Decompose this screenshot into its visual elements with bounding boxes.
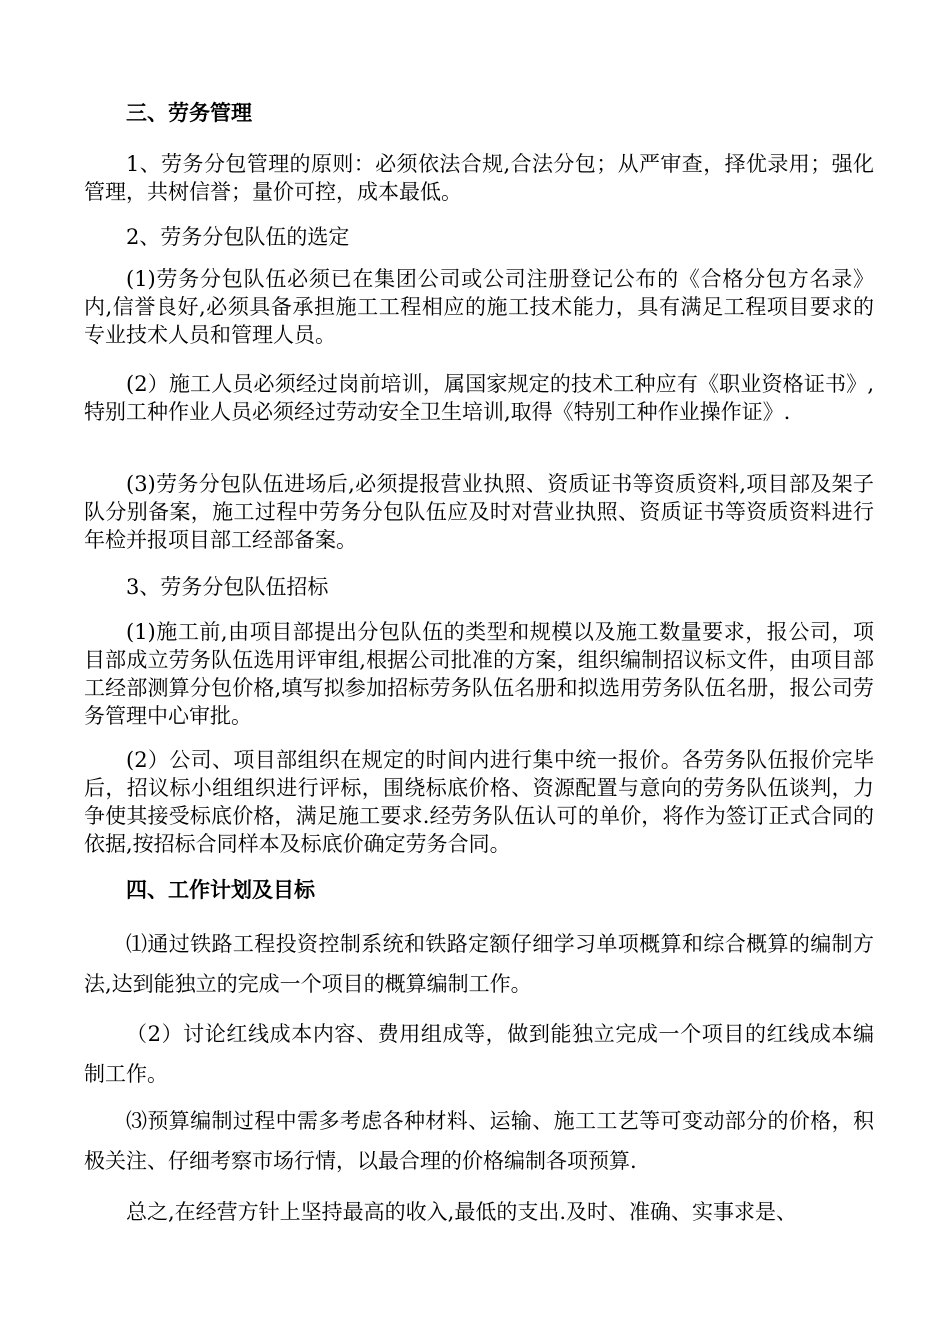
section-3-principles-paragraph: 1、劳务分包管理的原则：必须依法合规,合法分包；从严审查，择优录用；强化管理，共树信誉；量价可控，成本最低。 [84,152,874,204]
work-plan-item-1: ⑴通过铁路工程投资控制系统和铁路定额仔细学习单项概算和综合概算的编制方法,达到能独立的完成一个项目的概算编制工作。 [84,932,874,996]
summary-paragraph: 总之,在经营方针上坚持最高的收入,最低的支出.及时、准确、实事求是、 [126,1200,798,1224]
work-plan-item-3: ⑶预算编制过程中需多考虑各种材料、运输、施工工艺等可变动部分的价格，积极关注、仔细考察市场行情，以最合理的价格编制各项预算. [84,1109,874,1173]
team-bidding-item-2: (2）公司、项目部组织在规定的时间内进行集中统一报价。各劳务队伍报价完毕后，招议标小组组织进行评标，围绕标底价格、资源配置与意向的劳务队伍谈判，力争使其接受标底价格，满足施工要求.经劳务队伍认可的单价，将作为签订正式合同的依据,按招标合同样本及标底价确定劳务合同。 [84,748,874,856]
team-bidding-item-1: (1)施工前,由项目部提出分包队伍的类型和规模以及施工数量要求，报公司，项目部成立劳务队伍选用评审组,根据公司批准的方案，组织编制招议标文件，由项目部工经部测算分包价格,填写拟参加招标劳务队伍名册和拟选用劳务队伍名册，报公司劳务管理中心审批。 [84,620,874,728]
team-selection-item-1: (1)劳务分包队伍必须已在集团公司或公司注册登记公布的《合格分包方名录》内,信誉良好,必须具备承担施工工程相应的施工技术能力，具有满足工程项目要求的专业技术人员和管理人员。 [84,267,874,347]
subheading-team-bidding: 3、劳务分包队伍招标 [126,575,329,599]
subheading-team-selection: 2、劳务分包队伍的选定 [126,225,350,249]
section-3-title: 三、劳务管理 [126,100,252,125]
work-plan-item-2: （2）讨论红线成本内容、费用组成等，做到能独立完成一个项目的红线成本编制工作。 [84,1022,874,1086]
section-4-title: 四、工作计划及目标 [126,877,315,902]
team-selection-item-2: (2）施工人员必须经过岗前培训，属国家规定的技术工种应有《职业资格证书》,特别工种作业人员必须经过劳动安全卫生培训,取得《特别工种作业操作证》. [84,372,874,424]
team-selection-item-3: (3)劳务分包队伍进场后,必须提报营业执照、资质证书等资质资料,项目部及架子队分别备案，施工过程中劳务分包队伍应及时对营业执照、资质证书等资质资料进行年检并报项目部工经部备案。 [84,472,874,552]
